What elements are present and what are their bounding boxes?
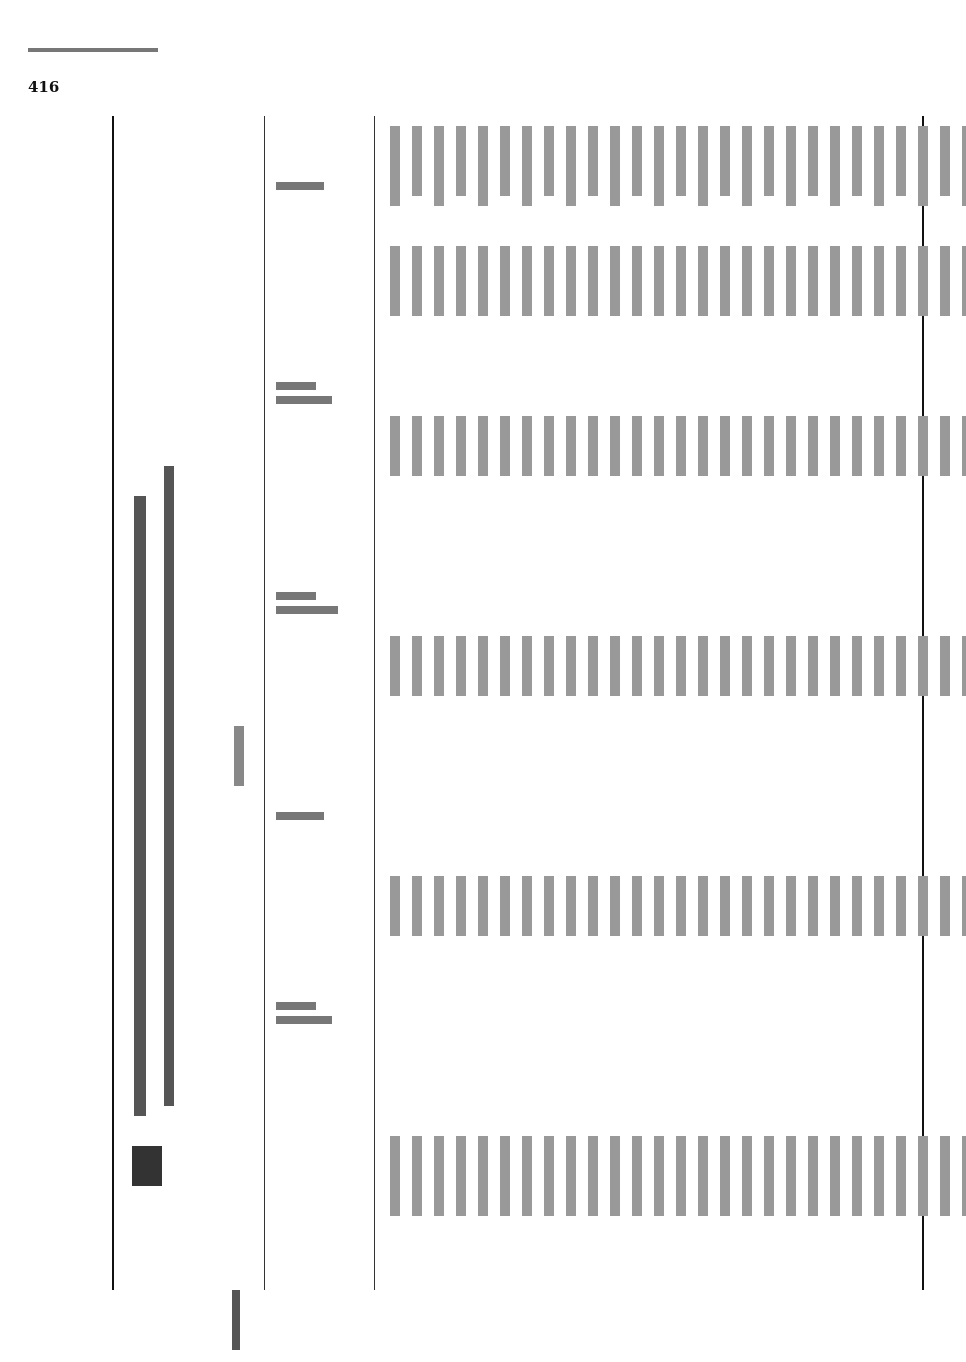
table-row [958, 116, 966, 1290]
table-row [562, 116, 580, 1290]
table-row [892, 116, 910, 1290]
title-band [114, 116, 265, 1290]
table-row [694, 116, 712, 1290]
page-header [28, 48, 158, 96]
column-header-expenditure-1963 [276, 586, 356, 620]
table-row [848, 116, 866, 1290]
table-row [584, 116, 602, 1290]
column-headers [264, 116, 375, 1290]
unit-label [234, 726, 244, 786]
page-number: 416 [28, 78, 60, 96]
table-row [628, 116, 646, 1290]
title-bar-thai [134, 496, 146, 1116]
source-note [232, 1290, 242, 1350]
table-row [408, 116, 426, 1290]
table-row [606, 116, 624, 1290]
table-row [826, 116, 844, 1290]
group-header-1963 [276, 176, 356, 196]
table-row [540, 116, 558, 1290]
column-header-revenue-1963 [276, 376, 356, 410]
table-row [936, 116, 954, 1290]
table-row [386, 116, 404, 1290]
table-row [738, 116, 756, 1290]
data-table [112, 116, 924, 1290]
source-note-bar [232, 1290, 240, 1350]
table-row [430, 116, 448, 1290]
table-row [518, 116, 536, 1290]
table-row [672, 116, 690, 1290]
header-text-bar [28, 48, 158, 52]
table-row [804, 116, 822, 1290]
table-row [870, 116, 888, 1290]
table-row [474, 116, 492, 1290]
table-row [716, 116, 734, 1290]
table-row [496, 116, 514, 1290]
title-bar-english [164, 466, 174, 1106]
table-row [650, 116, 668, 1290]
table-number [132, 1146, 162, 1186]
group-header-1962 [276, 806, 356, 826]
table-body [376, 116, 922, 1290]
table-row [914, 116, 932, 1290]
column-header-revenue-1962 [276, 996, 356, 1030]
table-row [452, 116, 470, 1290]
table-row [760, 116, 778, 1290]
table-row [782, 116, 800, 1290]
